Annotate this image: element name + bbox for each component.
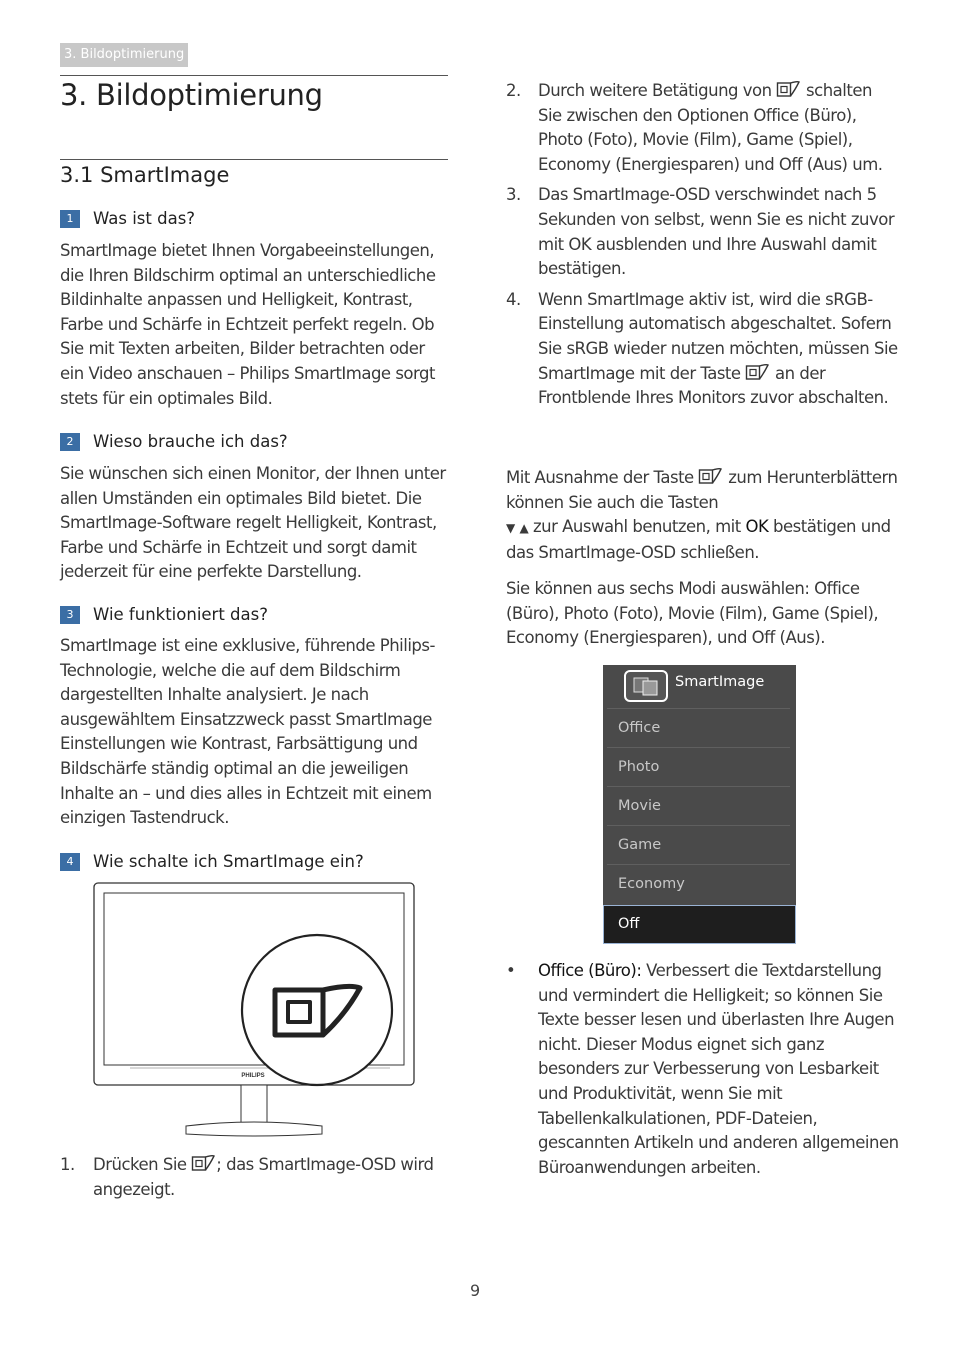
subsection-title: Wie funktioniert das? [93,605,268,624]
subsection-title: Was ist das? [93,209,196,228]
zoom-circle [242,935,392,1085]
smartimage-logo-icon [624,670,668,702]
running-header-chip: 3. Bildoptimierung [60,43,188,67]
paragraph-why: Sie wünschen sich einen Monitor, der Ihnen unter allen Umständen ein optimales Bild bietet. Die SmartImage-Software regelt Helligkeit, Kontrast, Farbe und Schärfe in Echtzeit und sorgt damit jederzeit für eine perfekte Darstellung. [60,464,446,582]
subsection-1-heading [60,209,195,228]
osd-header [603,665,796,707]
office-description: Verbessert die Textdarstellung und vermindert die Helligkeit; so können Sie Texte besser lesen und überlasten Ihre Augen nicht. Dieser Modus eignet sich ganz besonders zur Verbesserung von Lesbarkeit und Produktivität, wenn Sie mit Tabellenkalkulationen, PDF-Dateien, gescannten Artikeln und anderen allgemeinen Büroanwendungen arbeiten. [538,961,899,1177]
steps-list [506,79,900,417]
osd-item-office[interactable]: Office [607,708,790,746]
step-text: an der Frontblende Ihres Monitors zuvor abschalten. [538,363,889,408]
step-4 [506,288,900,411]
osd-item-photo[interactable]: Photo [607,747,790,785]
osd-title: SmartImage [675,674,765,690]
up-arrow-icon: ▲ [519,521,529,536]
paragraph-what: SmartImage bietet Ihnen Vorgabeeinstellungen, die Ihren Bildschirm optimal an unterschiedliche Bildinhalte anpassen und Helligkeit, Kontrast, Farbe und Schärfe in Echtzeit perfekt regeln. Ob Sie mit Texten arbeiten, Bilder betrachten oder ein Video anschauen – Philips SmartImage sorgt stets für ein optimales Bild. [60,241,436,408]
office-label: Office (Büro): [538,961,642,980]
subsection-2-heading [60,432,288,451]
step-text: Wenn SmartImage aktiv ist, wird die sRGB-Einstellung automatisch abgeschaltet. Sofern Sie sRGB wieder nutzen möchten, müssen Sie SmartImage mit der Taste [538,289,898,383]
step-number: 2. [506,81,521,100]
step-1 [60,1153,452,1202]
smartimage-key-icon [698,467,723,486]
step-text: ; das SmartImage-OSD wird angezeigt. [93,1155,434,1199]
down-arrow-icon: ▼ [506,521,515,536]
osd-item-movie[interactable]: Movie [607,786,790,824]
paragraph-how: SmartImage ist eine exklusive, führende Philips-Technologie, welche die auf dem Bildschirm dargestellten Inhalte analysiert. Je nach ausgewähltem Einsatzzweck passt SmartImage Einstellungen wie Kontrast, Farbsättigung und Bildschärfe ständig optimal an die jeweiligen Inhalte an – und dies alles in Echtzeit mit einem einzigen Tastendruck. [60,636,435,828]
step-number: 1. [60,1155,75,1174]
step-2 [506,79,900,177]
step-text: Durch weitere Betätigung von [538,81,777,100]
osd-item-game[interactable]: Game [607,825,790,863]
step-text: Das SmartImage-OSD verschwindet nach 5 Sekunden von selbst, wenn Sie es nicht zuvor mit OK ausblenden und Ihre Auswahl damit bestätigen. [538,185,895,279]
section-heading: 3.1 SmartImage [60,163,230,187]
step-number: 4. [506,289,521,309]
subsection-number-badge: 1 [60,210,80,228]
nav-text: bestätigen und das SmartImage-OSD schließen. [506,517,891,562]
smartimage-key-icon [745,363,770,382]
nav-text: Mit Ausnahme der Taste [506,468,699,487]
navigation-paragraph [506,466,900,565]
step-3 [506,183,900,281]
smartimage-key-icon [191,1154,216,1173]
subsection-3-heading [60,605,268,624]
office-bullet [506,959,900,1180]
title-rule [60,75,448,76]
monitor-illustration [90,880,420,1140]
step-text: Drücken Sie [93,1155,192,1174]
osd-item-off[interactable]: Off [603,905,796,944]
subsection-number-badge: 4 [60,853,80,871]
monitor-brand: PHILIPS [241,1073,265,1079]
step-number: 3. [506,185,521,205]
subsection-number-badge: 3 [60,606,80,624]
subsection-number-badge: 2 [60,433,80,451]
subsection-title: Wieso brauche ich das? [93,432,288,451]
step-text: schalten Sie zwischen den Optionen Office (Büro), Photo (Foto), Movie (Film), Game (Spiel), Economy (Energiesparen) und Off (Aus) um. [538,81,883,174]
ok-key-label: OK [745,517,769,537]
subsection-title: Wie schalte ich SmartImage ein? [93,852,364,871]
section-rule [60,159,448,160]
modes-paragraph: Sie können aus sechs Modi auswählen: Office (Büro), Photo (Foto), Movie (Film), Game (Spiel), Economy (Energiesparen), und Off (Aus). [506,579,879,648]
nav-text: zum Herunterblättern können Sie auch die Tasten [506,468,898,512]
page-number: 9 [470,1281,481,1300]
bullet-dot: • [506,961,516,980]
osd-item-economy[interactable]: Economy [607,864,790,902]
smartimage-osd-menu [603,665,796,944]
page-title: 3. Bildoptimierung [60,78,323,112]
subsection-4-heading [60,852,364,871]
smartimage-key-icon [776,80,801,99]
nav-text: zur Auswahl benutzen, mit [528,517,746,537]
